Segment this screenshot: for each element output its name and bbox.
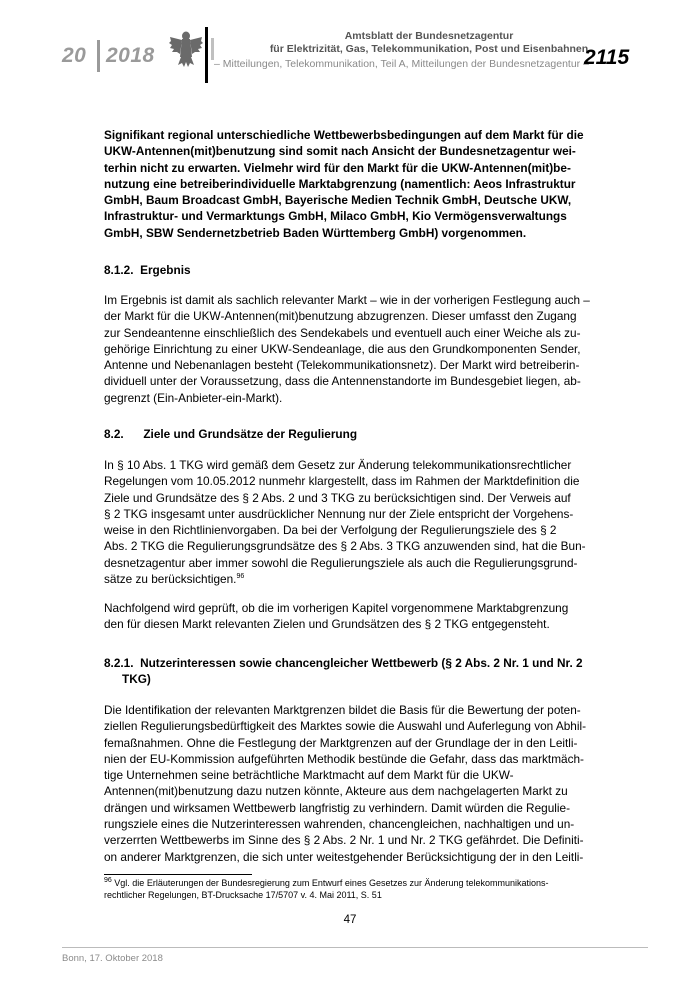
section-subtitle: – Mitteilungen, Telekommunikation, Teil A, Mitteilungen der Bundesnetzagentur –: [214, 58, 589, 70]
brand-bar-black: [205, 27, 208, 83]
header-divider: [97, 40, 100, 72]
footer-divider: [62, 947, 648, 948]
issue-year: 2018: [106, 44, 155, 67]
publication-title: Amtsblatt der Bundesnetzagentur: [344, 30, 514, 42]
paragraph-nachfolgend: Nachfolgend wird geprüft, ob die im vorherigen Kapitel vorgenommene Marktabgrenzung den für diesen Markt relevanten Zielen und Grundsätzen des § 2 TKG entgegensteht.: [104, 601, 569, 632]
footnote-divider: [104, 874, 252, 875]
page-number-top: 2115: [584, 46, 630, 69]
intro-paragraph: Signifikant regional unterschiedliche Wettbewerbsbedingungen auf dem Markt für die UKW-Antennen(mit)benutzung sind somit nach Ansicht der Bundesnetzagentur wei- terhin nicht zu erwarten. Vielmehr wird für den Markt für die UKW-Antennen(mit)be- nutzung eine betreiberindividuelle Marktabgrenzung (namentlich: Aeos Infrastruktur GmbH, Baum Broadcast GmbH, Bayerische Medien Technik GmbH, Deutsche UKW, Infrastruktur- und Vermarktungs GmbH, Milaco GmbH, Kio Vermögensverwaltungs GmbH, SBW Sendernetzbetrieb Baden Württemberg GmbH) vorgenommen.: [104, 128, 584, 240]
heading-8-2-1-line2: TKG): [122, 672, 151, 686]
paragraph-ziele-text: In § 10 Abs. 1 TKG wird gemäß dem Gesetz zur Änderung telekommunikationsrechtlicher Regelungen vom 10.05.2012 nunmehr klargestellt, dass im Rahmen der Marktdefinition die Ziele und Grundsätze des § 2 Abs. 2 und 3 TKG zu berücksichtigen sind. Der Verweis auf § 2 TKG insgesamt unter ausdrücklicher Nennung nur der Ziele entspricht der Vorgehens- weise in den Richtlinienvorgaben. Da bei der Verfolgung der Regulierungsziele des § 2 Abs. 2 TKG die Regulierungsgrundsätze des § 2 Abs. 3 TKG anzuwenden sind, hat die Bun- desnetzagentur aber immer sowohl die Regulierungsziele als auch die Regulierungsgrund- sätze zu berücksichtigen.: [104, 458, 586, 587]
footnote-text: Vgl. die Erläuterungen der Bundesregierung zum Entwurf eines Gesetzes zur Änderung telekommunikations- rechtlicher Regelungen, BT-Drucksache 17/5707 v. 4. Mai 2011, S. 51: [104, 878, 549, 900]
footnote: [104, 878, 601, 901]
footnote-number: 96: [104, 877, 112, 884]
heading-8-1-2: 8.1.2. Ergebnis: [104, 263, 191, 277]
footnote-reference[interactable]: 96: [236, 573, 245, 581]
heading-8-2-1-line1: 8.2.1. Nutzerinteressen sowie chancengleicher Wettbewerb (§ 2 Abs. 2 Nr. 1 und Nr. 2: [104, 656, 583, 670]
paragraph-ergebnis: Im Ergebnis ist damit als sachlich relevanter Markt – wie in der vorherigen Festlegung auch – der Markt für die UKW-Antennen(mit)benutzung abzugrenzen. Dieser umfasst den Zugang zur Sendeantenne einschließlich des Sendekabels und eventuell auch einer Weiche als zu- gehörige Einrichtung zu einer UKW-Sendeanlage, die aus den Grundkomponenten Sender, Antenne und Nebenanlagen besteht (Telekommunikationsnetz). Der Markt wird betreiberin- dividuell unter der Voraussetzung, dass die Antennenstandorte im Bundesgebiet liegen, ab- gegrenzt (Ein-Anbieter-ein-Markt).: [104, 293, 590, 405]
issue-number: 20: [62, 44, 87, 67]
paragraph-identifikation: Die Identifikation der relevanten Marktgrenzen bildet die Basis für die Bewertung der poten- ziellen Regulierungsbedürftigkeit des Marktes sowie die Auswahl und Auferlegung von Abhil- femaßnahmen. Ohne die Festlegung der Marktgrenzen auf der Grundlage der in den Leitli- nien der EU-Kommission aufgeführten Methodik bestünde die Gefahr, dass das marktmäch- tige Unternehmen seine beträchtliche Marktmacht auf dem Markt für die UKW- Antennen(mit)benutzung dazu nutzen könnte, Akteure aus dem nachgelagerten Markt zu drängen und wirksamen Wettbewerb langfristig zu verhindern. Damit würden die Regulie- rungsziele eines die Nutzerinteressen wahrenden, chancengleichen, nachhaltigen und un- verzerrten Wettbewerbs im Sinne des § 2 Abs. 2 Nr. 1 und Nr. 2 TKG gefährdet. Die Definiti- on anderer Marktgrenzen, die sich unter weitestgehender Berücksichtigung der in den Leitli-: [104, 703, 586, 864]
federal-eagle-icon: [168, 27, 204, 71]
heading-8-2: 8.2. Ziele und Grundsätze der Regulierung: [104, 427, 358, 441]
paragraph-ziele: [104, 457, 601, 587]
publication-subtitle-line: für Elektrizität, Gas, Telekommunikation, Post und Eisenbahnen: [269, 43, 589, 55]
page-number-bottom: 47: [343, 914, 357, 926]
footer-place-date: Bonn, 17. Oktober 2018: [62, 953, 163, 964]
